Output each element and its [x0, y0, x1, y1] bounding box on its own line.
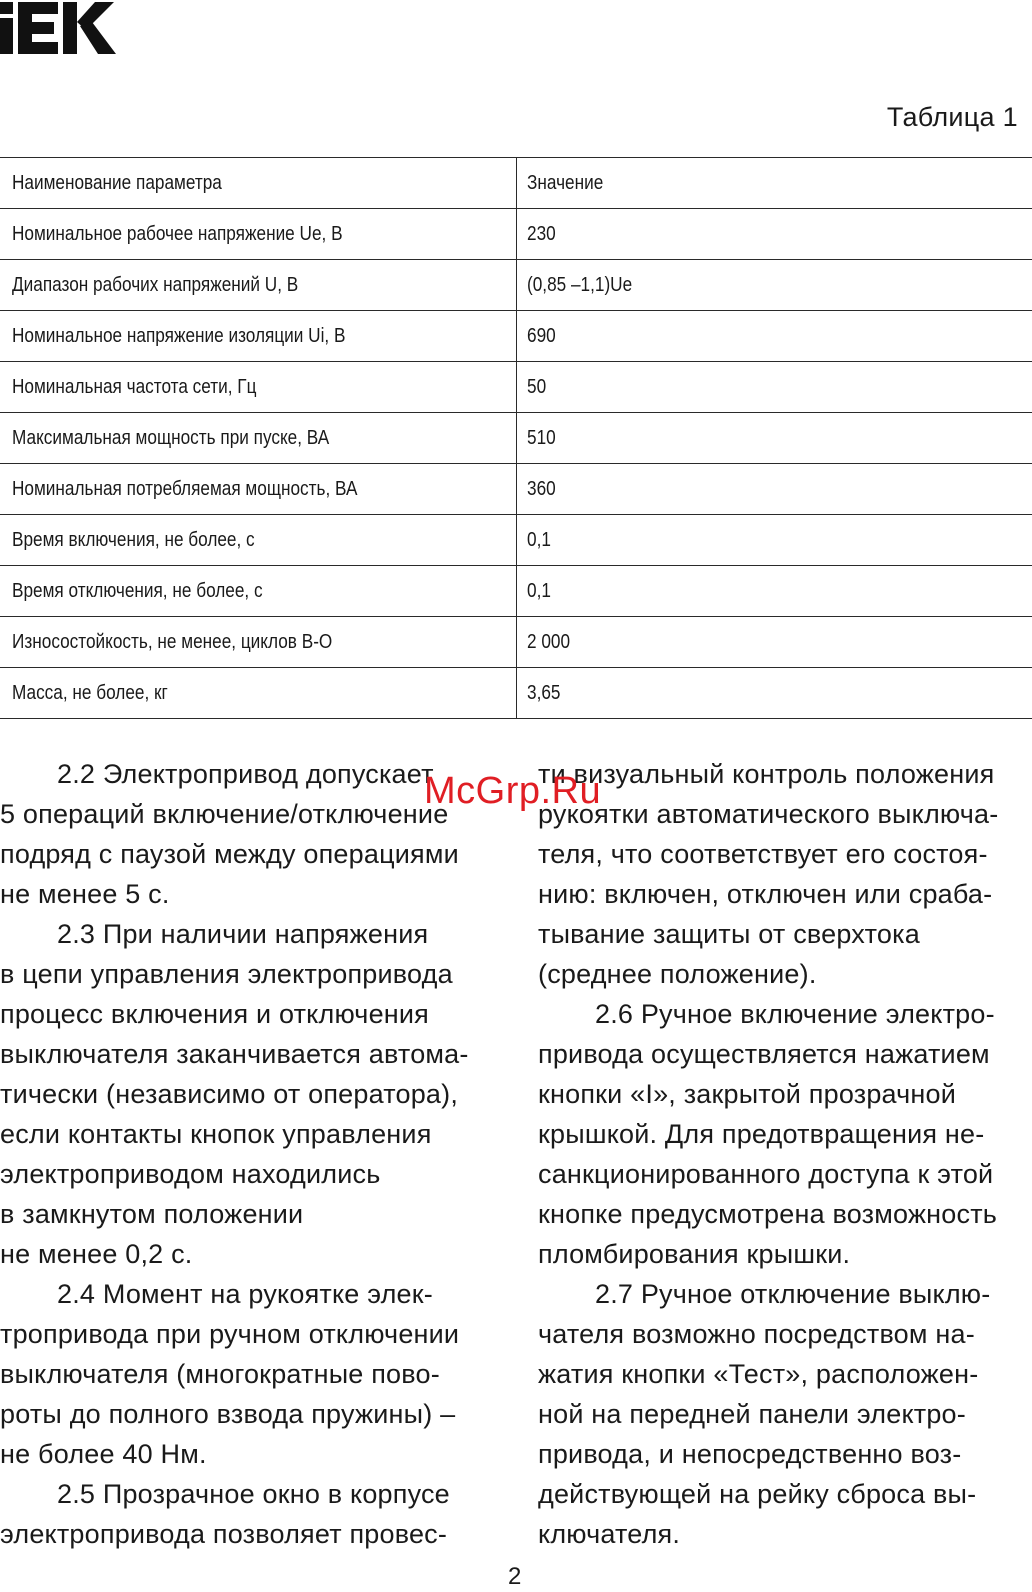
text-line: 2.7 Ручное отключение выклю-	[595, 1279, 991, 1309]
param-value-cell: 2 000	[526, 631, 570, 653]
text-line: не менее 5 с.	[0, 879, 170, 909]
param-name-cell: Время включения, не более, с	[12, 529, 255, 551]
param-value-cell: 690	[526, 325, 556, 347]
column-header-parameter: Наименование параметра	[12, 172, 222, 194]
text-line: чателя возможно посредством на-	[538, 1319, 975, 1349]
text-line: жатия кнопки «Тест», расположен-	[538, 1359, 979, 1389]
text-line: роты до полного взвода пружины) –	[0, 1399, 456, 1429]
table-row	[0, 311, 1032, 362]
text-line: выключателя заканчивается автома-	[0, 1039, 469, 1069]
text-line: электропривода позволяет провес-	[0, 1519, 448, 1549]
text-line: нию: включен, отключен или сраба-	[538, 879, 993, 909]
text-line: 2.4 Момент на рукоятке элек-	[57, 1279, 433, 1309]
param-value-cell: (0,85 –1,1)Ue	[526, 274, 632, 296]
table-row	[0, 566, 1032, 617]
param-name-cell: Номинальная частота сети, Гц	[12, 376, 257, 398]
text-line: в цепи управления электропривода	[0, 959, 453, 989]
text-line: действующей на рейку сброса вы-	[538, 1479, 977, 1509]
param-value-cell: 3,65	[526, 682, 560, 704]
param-name-cell: Износостойкость, не менее, циклов В-О	[12, 631, 333, 653]
text-line: выключателя (многократные пово-	[0, 1359, 440, 1389]
text-line: привода осуществляется нажатием	[538, 1039, 990, 1069]
page-number: 2	[508, 1563, 522, 1590]
text-line: не более 40 Нм.	[0, 1439, 207, 1469]
param-name-cell: Максимальная мощность при пуске, ВА	[12, 427, 330, 449]
text-line: 2.3 При наличии напряжения	[57, 919, 429, 949]
table-row	[0, 617, 1032, 668]
text-line: электроприводом находились	[0, 1159, 381, 1189]
table-row	[0, 362, 1032, 413]
table-row	[0, 260, 1032, 311]
text-line: тически (независимо от оператора),	[0, 1079, 459, 1109]
text-line: (среднее положение).	[538, 959, 817, 989]
text-line: пломбирования крышки.	[538, 1239, 851, 1269]
table-row	[0, 413, 1032, 464]
text-line: в замкнутом положении	[0, 1199, 304, 1229]
text-line: 5 операций включение/отключение	[0, 799, 449, 829]
table-row	[0, 209, 1032, 260]
text-line: процесс включения и отключения	[0, 999, 429, 1029]
text-line: ной на передней панели электро-	[538, 1399, 966, 1429]
column-header-value: Значение	[526, 172, 603, 194]
body-column-right	[538, 754, 1032, 1554]
param-value-cell: 50	[526, 376, 546, 398]
table-row	[0, 668, 1032, 719]
param-value-cell: 0,1	[526, 580, 551, 602]
text-line: если контакты кнопок управления	[0, 1119, 432, 1149]
body-column-left	[0, 754, 492, 1554]
table-row	[0, 515, 1032, 566]
text-line: ти визуальный контроль положения	[538, 759, 995, 789]
param-value-cell: 360	[526, 478, 556, 500]
param-value-cell: 0,1	[526, 529, 551, 551]
param-name-cell: Номинальное рабочее напряжение Ue, В	[12, 223, 343, 245]
text-line: тропривода при ручном отключении	[0, 1319, 460, 1349]
text-line: 2.5 Прозрачное окно в корпусе	[57, 1479, 450, 1509]
param-name-cell: Диапазон рабочих напряжений U, В	[12, 274, 299, 296]
watermark: McGrp.Ru	[424, 770, 602, 812]
param-name-cell: Номинальная потребляемая мощность, ВА	[12, 478, 358, 500]
param-value-cell: 510	[526, 427, 556, 449]
text-line: кнопки «I», закрытой прозрачной	[538, 1079, 957, 1109]
text-line: 2.6 Ручное включение электро-	[595, 999, 995, 1029]
param-value-cell: 230	[526, 223, 556, 245]
table-header-row	[0, 158, 1032, 209]
text-line: рукоятки автоматического выключа-	[538, 799, 999, 829]
text-line: привода, и непосредственно воз-	[538, 1439, 962, 1469]
table-row	[0, 464, 1032, 515]
text-line: санкционированного доступа к этой	[538, 1159, 994, 1189]
text-line: теля, что соответствует его состоя-	[538, 839, 988, 869]
text-line: 2.2 Электропривод допускает	[57, 759, 434, 789]
text-line: подряд с паузой между операциями	[0, 839, 459, 869]
parameters-table	[0, 157, 1032, 719]
text-line: кнопке предусмотрена возможность	[538, 1199, 998, 1229]
table-caption: Таблица 1	[886, 102, 1018, 132]
text-line: тывание защиты от сверхтока	[538, 919, 920, 949]
iek-logo	[0, 2, 116, 54]
param-name-cell: Номинальное напряжение изоляции Ui, В	[12, 325, 346, 347]
param-name-cell: Время отключения, не более, с	[12, 580, 263, 602]
text-line: не менее 0,2 с.	[0, 1239, 193, 1269]
text-line: крышкой. Для предотвращения не-	[538, 1119, 985, 1149]
text-line: ключателя.	[538, 1519, 681, 1549]
param-name-cell: Масса, не более, кг	[12, 682, 168, 704]
